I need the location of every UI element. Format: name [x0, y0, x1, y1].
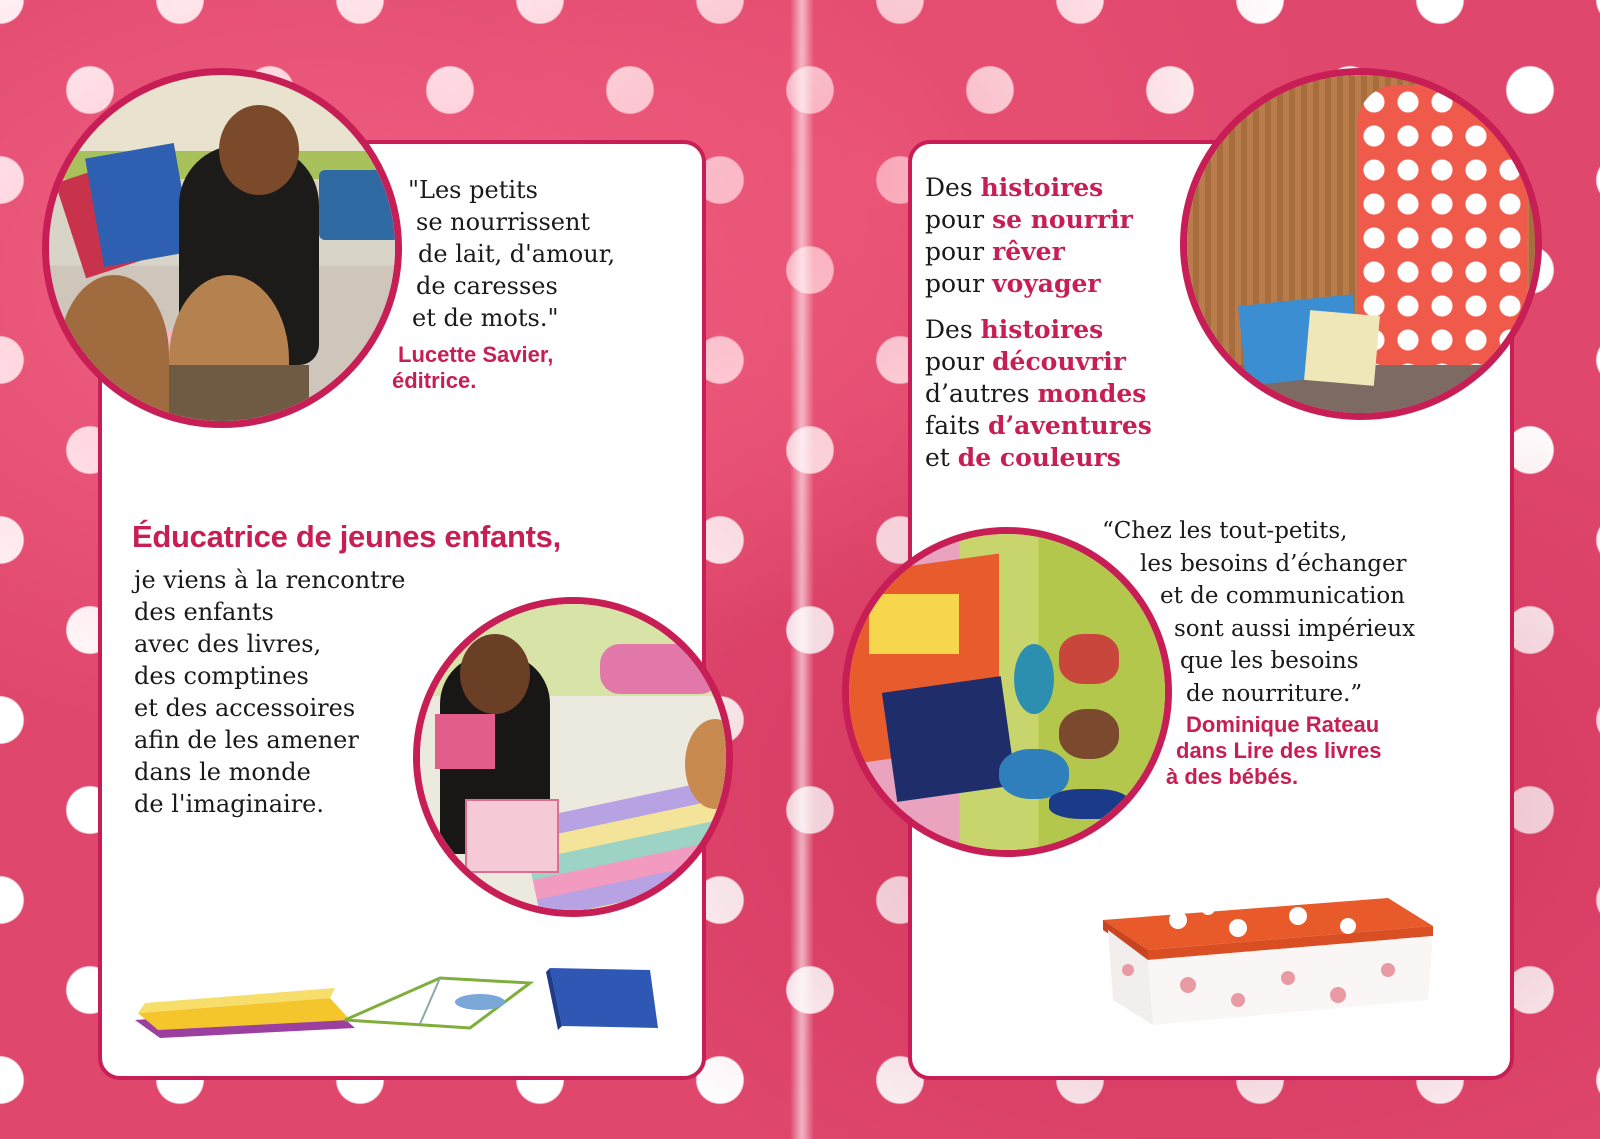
verse-plain-text: et	[925, 443, 950, 472]
verse-plain-text: faits	[925, 411, 981, 440]
reading-session-photo	[413, 597, 733, 917]
center-fold	[790, 0, 814, 1139]
verse-highlight-text: mondes	[1037, 379, 1147, 408]
verse-plain-text: pour	[925, 347, 985, 376]
attribution-line: dans Lire des livres	[1176, 738, 1382, 763]
verse-line	[925, 204, 1152, 236]
verse-highlight-text: voyager	[992, 269, 1101, 298]
verse-plain-text: pour	[925, 205, 985, 234]
attribution-line: à des bébés.	[1166, 764, 1299, 789]
quote-line: se nourrissent	[416, 208, 591, 236]
books-illustration	[130, 958, 670, 1038]
verse-line	[925, 378, 1152, 410]
quote-line: que les besoins	[1180, 648, 1359, 674]
quote-line: et de mots."	[412, 304, 559, 332]
verse-highlight-text: découvrir	[992, 347, 1126, 376]
verse-line	[925, 410, 1152, 442]
verse-line	[925, 442, 1152, 474]
verse-highlight-text: rêver	[992, 237, 1065, 266]
quote-line: de lait, d'amour,	[418, 240, 616, 268]
stories-verse	[925, 172, 1152, 474]
stanza-gap	[925, 300, 1152, 314]
quote-line: les besoins d’échanger	[1140, 550, 1407, 577]
gift-box-illustration	[1098, 890, 1438, 1030]
verse-plain-text: pour	[925, 237, 985, 266]
verse-plain-text: d’autres	[925, 379, 1030, 408]
quote-line: de nourriture.”	[1186, 680, 1363, 707]
verse-plain-text: Des	[925, 173, 973, 202]
body-line: et des accessoires	[134, 694, 356, 722]
rateau-quote	[1102, 515, 1415, 710]
verse-highlight-text: histoires	[980, 173, 1104, 202]
verse-plain-text: Des	[925, 315, 973, 344]
quote-line: sont aussi impérieux	[1174, 615, 1416, 642]
verse-highlight-text: de couleurs	[957, 443, 1121, 472]
educator-heading: Éducatrice de jeunes enfants,	[132, 519, 561, 554]
body-line: je viens à la rencontre	[134, 566, 406, 594]
rateau-attribution	[1166, 712, 1381, 790]
body-line: de l'imaginaire.	[134, 790, 324, 818]
polka-dot-bag-photo	[1180, 68, 1542, 420]
verse-line	[925, 314, 1152, 346]
body-line: avec des livres,	[134, 630, 322, 658]
body-line: afin de les amener	[134, 726, 359, 754]
attribution-line: Lucette Savier,	[398, 342, 554, 367]
verse-highlight-text: d’aventures	[987, 411, 1152, 440]
savier-quote	[408, 174, 615, 334]
verse-highlight-text: histoires	[980, 315, 1104, 344]
verse-line	[925, 268, 1152, 300]
quote-line: “Chez les tout-petits,	[1102, 518, 1348, 544]
quote-line: "Les petits	[408, 176, 538, 204]
attribution-line: Dominique Rateau	[1186, 712, 1380, 737]
quote-line: de caresses	[416, 272, 558, 300]
body-line: des enfants	[134, 598, 274, 626]
attribution-line: éditrice.	[392, 368, 477, 393]
savier-attribution	[392, 342, 554, 394]
verse-highlight-text: se nourrir	[992, 205, 1133, 234]
body-line: dans le monde	[134, 758, 311, 786]
verse-line	[925, 172, 1152, 204]
body-line: des comptines	[134, 662, 309, 690]
verse-line	[925, 346, 1152, 378]
educator-description	[134, 564, 405, 820]
storytime-photo	[42, 68, 402, 428]
verse-line	[925, 236, 1152, 268]
verse-plain-text: pour	[925, 269, 985, 298]
quote-line: et de communication	[1160, 583, 1405, 609]
